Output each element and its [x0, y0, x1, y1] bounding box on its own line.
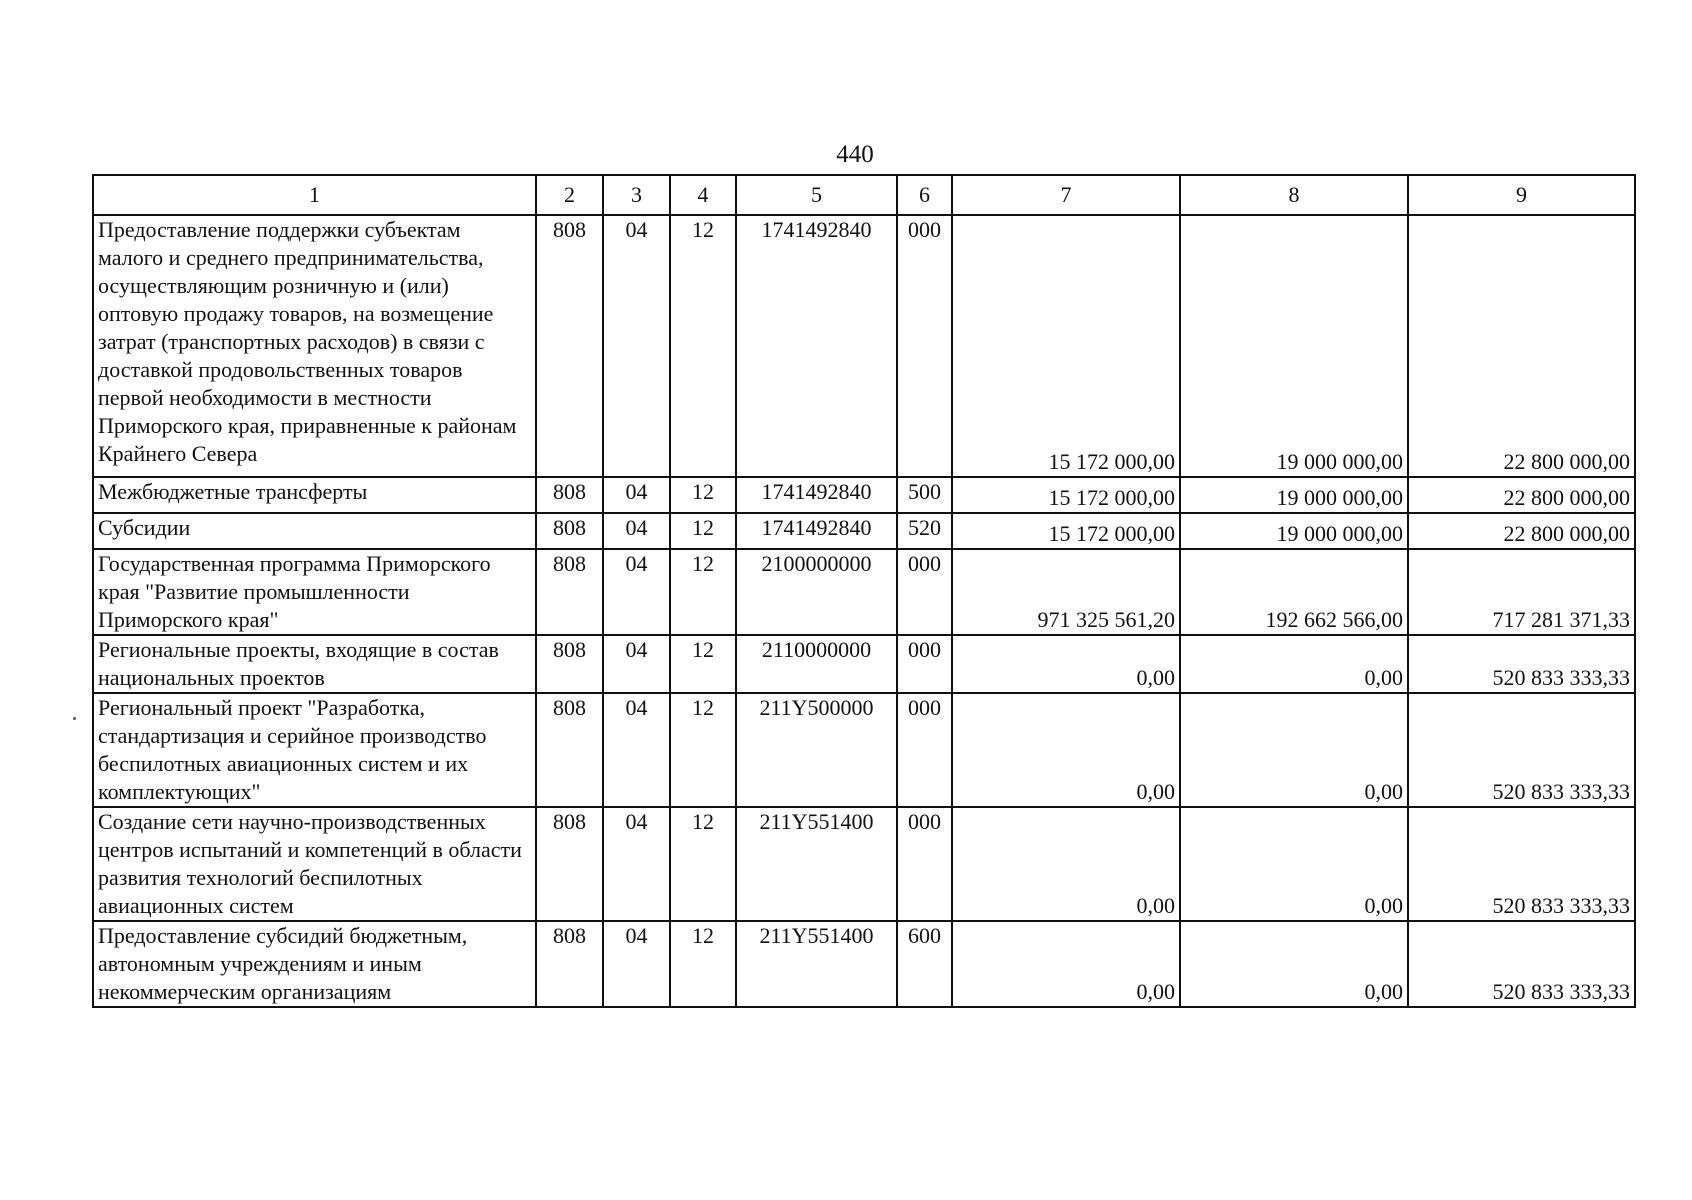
admin-code: 808	[536, 477, 603, 513]
amount-col-9: 520 833 333,33	[1408, 807, 1635, 921]
column-number: 6	[897, 175, 952, 215]
amount-col-8: 19 000 000,00	[1180, 477, 1408, 513]
subsection-code: 12	[670, 215, 736, 477]
admin-code: 808	[536, 635, 603, 693]
subsection-code: 12	[670, 807, 736, 921]
section-code: 04	[603, 215, 670, 477]
target-article-code: 2110000000	[736, 635, 897, 693]
column-number-row	[93, 175, 1635, 215]
table-row	[93, 693, 1635, 807]
amount-col-7: 0,00	[952, 807, 1180, 921]
admin-code: 808	[536, 215, 603, 477]
amount-col-8: 0,00	[1180, 807, 1408, 921]
subsection-code: 12	[670, 549, 736, 635]
expense-type-code: 000	[897, 215, 952, 477]
target-article-code: 1741492840	[736, 513, 897, 549]
column-number: 9	[1408, 175, 1635, 215]
table-row	[93, 477, 1635, 513]
expense-type-code: 000	[897, 693, 952, 807]
row-name: Создание сети научно-производственных центров испытаний и компетенций в области развития технологий беспилотных авиационных систем	[93, 807, 536, 921]
amount-col-8: 19 000 000,00	[1180, 513, 1408, 549]
scan-speck	[73, 717, 76, 720]
column-number: 1	[93, 175, 536, 215]
row-name: Региональные проекты, входящие в состав национальных проектов	[93, 635, 536, 693]
amount-col-7: 15 172 000,00	[952, 215, 1180, 477]
column-number: 7	[952, 175, 1180, 215]
amount-col-7: 15 172 000,00	[952, 513, 1180, 549]
section-code: 04	[603, 549, 670, 635]
row-name: Региональный проект "Разработка, стандартизация и серийное производство беспилотных авиационных систем и их комплектующих"	[93, 693, 536, 807]
expense-type-code: 600	[897, 921, 952, 1007]
row-name: Государственная программа Приморского края "Развитие промышленности Приморского края"	[93, 549, 536, 635]
amount-col-9: 22 800 000,00	[1408, 215, 1635, 477]
table-row	[93, 549, 1635, 635]
table-row	[93, 215, 1635, 477]
target-article-code: 1741492840	[736, 477, 897, 513]
section-code: 04	[603, 807, 670, 921]
target-article-code: 1741492840	[736, 215, 897, 477]
admin-code: 808	[536, 693, 603, 807]
row-name: Межбюджетные трансферты	[93, 477, 536, 513]
amount-col-7: 971 325 561,20	[952, 549, 1180, 635]
target-article-code: 211Y551400	[736, 807, 897, 921]
target-article-code: 2100000000	[736, 549, 897, 635]
table-row	[93, 921, 1635, 1007]
table-row	[93, 513, 1635, 549]
subsection-code: 12	[670, 693, 736, 807]
admin-code: 808	[536, 807, 603, 921]
section-code: 04	[603, 513, 670, 549]
admin-code: 808	[536, 513, 603, 549]
amount-col-8: 0,00	[1180, 921, 1408, 1007]
section-code: 04	[603, 921, 670, 1007]
column-number: 5	[736, 175, 897, 215]
amount-col-8: 0,00	[1180, 635, 1408, 693]
table-row	[93, 807, 1635, 921]
target-article-code: 211Y500000	[736, 693, 897, 807]
subsection-code: 12	[670, 477, 736, 513]
amount-col-9: 22 800 000,00	[1408, 477, 1635, 513]
amount-col-8: 0,00	[1180, 693, 1408, 807]
column-number: 8	[1180, 175, 1408, 215]
amount-col-9: 22 800 000,00	[1408, 513, 1635, 549]
table-row	[93, 635, 1635, 693]
page-number: 440	[836, 141, 874, 168]
subsection-code: 12	[670, 635, 736, 693]
admin-code: 808	[536, 549, 603, 635]
admin-code: 808	[536, 921, 603, 1007]
row-name: Субсидии	[93, 513, 536, 549]
section-code: 04	[603, 477, 670, 513]
amount-col-7: 0,00	[952, 635, 1180, 693]
expense-type-code: 000	[897, 807, 952, 921]
subsection-code: 12	[670, 513, 736, 549]
amount-col-9: 520 833 333,33	[1408, 635, 1635, 693]
amount-col-7: 0,00	[952, 693, 1180, 807]
amount-col-9: 717 281 371,33	[1408, 549, 1635, 635]
section-code: 04	[603, 635, 670, 693]
amount-col-7: 15 172 000,00	[952, 477, 1180, 513]
amount-col-7: 0,00	[952, 921, 1180, 1007]
row-name: Предоставление поддержки субъектам малого и среднего предпринимательства, осуществляющим розничную и (или) оптовую продажу товаров, на возмещение затрат (транспортных расходов) в связи с доставкой продовольственных товаров первой необходимости в местности Приморского края, приравненные к районам Крайнего Севера	[93, 215, 536, 477]
expense-type-code: 500	[897, 477, 952, 513]
subsection-code: 12	[670, 921, 736, 1007]
target-article-code: 211Y551400	[736, 921, 897, 1007]
expense-type-code: 000	[897, 635, 952, 693]
column-number: 4	[670, 175, 736, 215]
expense-type-code: 000	[897, 549, 952, 635]
amount-col-8: 192 662 566,00	[1180, 549, 1408, 635]
column-number: 3	[603, 175, 670, 215]
row-name: Предоставление субсидий бюджетным, автономным учреждениям и иным некоммерческим организациям	[93, 921, 536, 1007]
column-number: 2	[536, 175, 603, 215]
section-code: 04	[603, 693, 670, 807]
expense-type-code: 520	[897, 513, 952, 549]
budget-table	[92, 174, 1636, 1008]
amount-col-9: 520 833 333,33	[1408, 693, 1635, 807]
amount-col-8: 19 000 000,00	[1180, 215, 1408, 477]
amount-col-9: 520 833 333,33	[1408, 921, 1635, 1007]
